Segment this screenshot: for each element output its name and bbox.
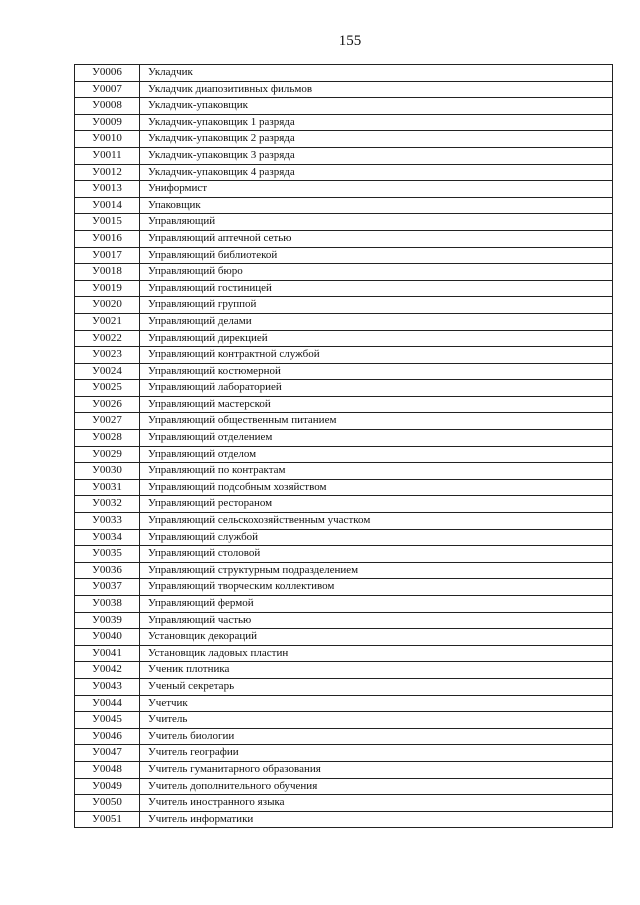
row-code: У0025 [75, 380, 140, 397]
table-row [75, 446, 613, 463]
row-code: У0023 [75, 347, 140, 364]
row-name: Управляющий мастерской [140, 396, 613, 413]
table-row [75, 81, 613, 98]
row-name: Укладчик [140, 65, 613, 82]
table-row [75, 579, 613, 596]
row-code: У0040 [75, 629, 140, 646]
table-row [75, 479, 613, 496]
table-row [75, 396, 613, 413]
table-row [75, 811, 613, 828]
table-row [75, 98, 613, 115]
row-code: У0018 [75, 264, 140, 281]
row-name: Ученый секретарь [140, 678, 613, 695]
row-code: У0032 [75, 496, 140, 513]
row-code: У0016 [75, 230, 140, 247]
row-code: У0010 [75, 131, 140, 148]
row-name: Установщик декораций [140, 629, 613, 646]
row-code: У0022 [75, 330, 140, 347]
table-row [75, 264, 613, 281]
row-code: У0041 [75, 645, 140, 662]
table-row [75, 596, 613, 613]
row-code: У0035 [75, 546, 140, 563]
row-code: У0051 [75, 811, 140, 828]
row-code: У0008 [75, 98, 140, 115]
table-row [75, 131, 613, 148]
table-row [75, 745, 613, 762]
row-code: У0047 [75, 745, 140, 762]
row-name: Управляющий библиотекой [140, 247, 613, 264]
row-name: Управляющий дирекцией [140, 330, 613, 347]
table-row [75, 65, 613, 82]
table-row [75, 363, 613, 380]
row-code: У0026 [75, 396, 140, 413]
table-row [75, 181, 613, 198]
row-name: Укладчик-упаковщик [140, 98, 613, 115]
row-name: Укладчик-упаковщик 2 разряда [140, 131, 613, 148]
row-name: Учитель дополнительного обучения [140, 778, 613, 795]
table-row [75, 562, 613, 579]
row-code: У0028 [75, 430, 140, 447]
table-row [75, 247, 613, 264]
row-name: Управляющий фермой [140, 596, 613, 613]
row-code: У0044 [75, 695, 140, 712]
row-code: У0050 [75, 795, 140, 812]
table-row [75, 662, 613, 679]
table-row [75, 347, 613, 364]
row-code: У0043 [75, 678, 140, 695]
row-name: Управляющий аптечной сетью [140, 230, 613, 247]
table-row [75, 230, 613, 247]
row-code: У0011 [75, 147, 140, 164]
row-name: Управляющий рестораном [140, 496, 613, 513]
row-name: Укладчик-упаковщик 3 разряда [140, 147, 613, 164]
row-code: У0007 [75, 81, 140, 98]
row-name: Управляющий по контрактам [140, 463, 613, 480]
row-name: Управляющий общественным питанием [140, 413, 613, 430]
row-code: У0027 [75, 413, 140, 430]
row-code: У0048 [75, 761, 140, 778]
row-name: Управляющий контрактной службой [140, 347, 613, 364]
row-code: У0031 [75, 479, 140, 496]
row-name: Учитель гуманитарного образования [140, 761, 613, 778]
table-row [75, 164, 613, 181]
row-name: Управляющий группой [140, 297, 613, 314]
table-row [75, 695, 613, 712]
table-row [75, 778, 613, 795]
row-name: Управляющий частью [140, 612, 613, 629]
table-row [75, 678, 613, 695]
row-code: У0015 [75, 214, 140, 231]
row-name: Учитель [140, 712, 613, 729]
row-name: Управляющий костюмерной [140, 363, 613, 380]
table-row [75, 496, 613, 513]
row-code: У0019 [75, 280, 140, 297]
row-code: У0006 [75, 65, 140, 82]
table-row [75, 214, 613, 231]
table-row [75, 629, 613, 646]
table-row [75, 114, 613, 131]
row-code: У0014 [75, 197, 140, 214]
profession-table [74, 64, 613, 828]
row-name: Укладчик-упаковщик 1 разряда [140, 114, 613, 131]
table-row [75, 761, 613, 778]
row-name: Учитель информатики [140, 811, 613, 828]
row-name: Управляющий столовой [140, 546, 613, 563]
row-name: Ученик плотника [140, 662, 613, 679]
row-name: Учитель иностранного языка [140, 795, 613, 812]
row-name: Управляющий гостиницей [140, 280, 613, 297]
table-row [75, 612, 613, 629]
row-name: Учетчик [140, 695, 613, 712]
row-code: У0037 [75, 579, 140, 596]
row-code: У0036 [75, 562, 140, 579]
row-code: У0020 [75, 297, 140, 314]
row-code: У0042 [75, 662, 140, 679]
row-name: Управляющий бюро [140, 264, 613, 281]
table-row [75, 645, 613, 662]
row-code: У0034 [75, 529, 140, 546]
table-body [75, 65, 613, 828]
table-row [75, 280, 613, 297]
row-code: У0038 [75, 596, 140, 613]
row-code: У0012 [75, 164, 140, 181]
row-name: Управляющий сельскохозяйственным участком [140, 513, 613, 530]
table-row [75, 197, 613, 214]
row-code: У0013 [75, 181, 140, 198]
row-code: У0033 [75, 513, 140, 530]
table-row [75, 795, 613, 812]
row-name: Укладчик-упаковщик 4 разряда [140, 164, 613, 181]
row-name: Управляющий отделом [140, 446, 613, 463]
row-code: У0045 [75, 712, 140, 729]
row-code: У0049 [75, 778, 140, 795]
table-row [75, 529, 613, 546]
row-name: Управляющий [140, 214, 613, 231]
page-number: 155 [338, 33, 362, 49]
row-code: У0030 [75, 463, 140, 480]
row-name: Управляющий творческим коллективом [140, 579, 613, 596]
row-name: Управляющий службой [140, 529, 613, 546]
table-row [75, 297, 613, 314]
table-row [75, 712, 613, 729]
table-row [75, 430, 613, 447]
row-name: Управляющий подсобным хозяйством [140, 479, 613, 496]
table-row [75, 546, 613, 563]
row-name: Управляющий структурным подразделением [140, 562, 613, 579]
table-row [75, 380, 613, 397]
row-name: Укладчик диапозитивных фильмов [140, 81, 613, 98]
row-code: У0046 [75, 728, 140, 745]
row-code: У0009 [75, 114, 140, 131]
row-code: У0039 [75, 612, 140, 629]
row-code: У0021 [75, 313, 140, 330]
table-row [75, 413, 613, 430]
table-row [75, 463, 613, 480]
row-name: Упаковщик [140, 197, 613, 214]
table-row [75, 330, 613, 347]
row-code: У0024 [75, 363, 140, 380]
row-name: Униформист [140, 181, 613, 198]
row-code: У0029 [75, 446, 140, 463]
table-row [75, 728, 613, 745]
row-name: Учитель географии [140, 745, 613, 762]
row-name: Управляющий отделением [140, 430, 613, 447]
table-row [75, 513, 613, 530]
row-name: Установщик ладовых пластин [140, 645, 613, 662]
row-name: Учитель биологии [140, 728, 613, 745]
table-row [75, 147, 613, 164]
row-code: У0017 [75, 247, 140, 264]
row-name: Управляющий делами [140, 313, 613, 330]
table-row [75, 313, 613, 330]
row-name: Управляющий лабораторией [140, 380, 613, 397]
